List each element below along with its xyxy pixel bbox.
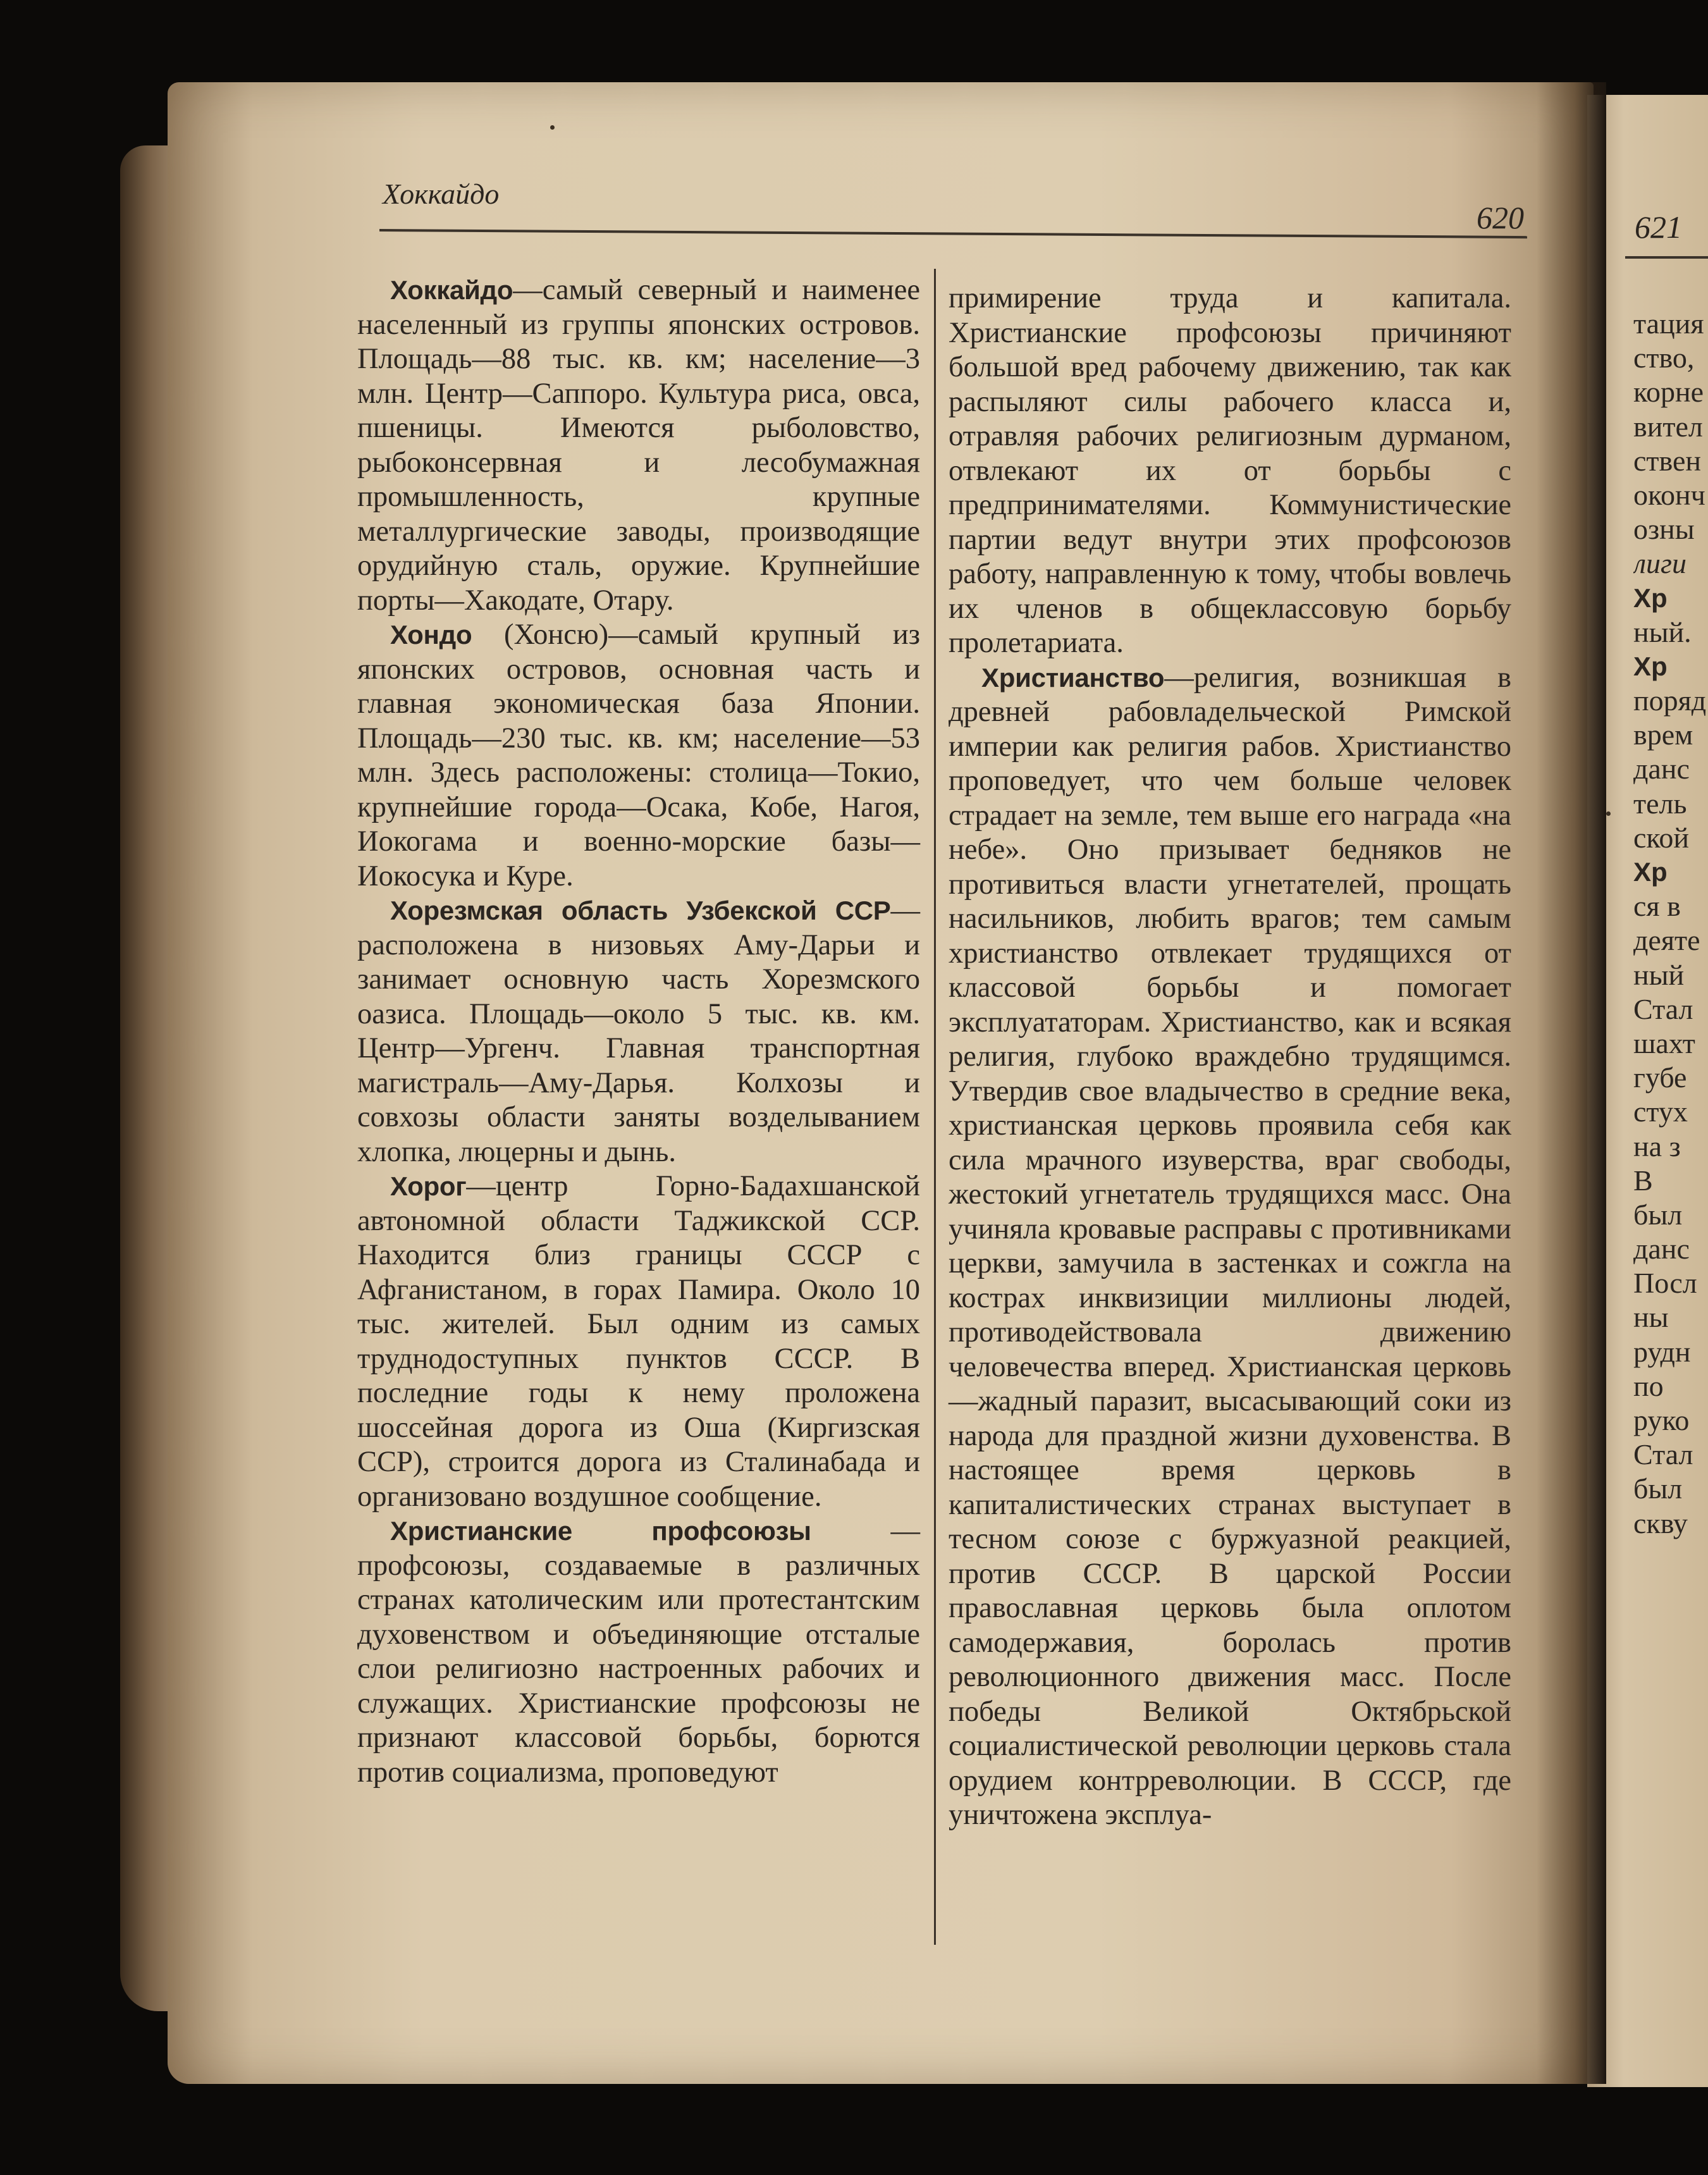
facing-page-line: по bbox=[1633, 1369, 1664, 1402]
dictionary-entry bbox=[357, 894, 920, 1169]
facing-page-line: данс bbox=[1633, 753, 1690, 786]
dictionary-entry bbox=[357, 618, 920, 894]
facing-page-line: ся в bbox=[1633, 890, 1681, 923]
facing-page-line: оконч bbox=[1633, 478, 1705, 511]
facing-page-line: скву bbox=[1633, 1506, 1688, 1539]
dictionary-entry bbox=[949, 661, 1511, 1833]
facing-page-line: рудн bbox=[1633, 1335, 1691, 1368]
facing-page-line: ный. bbox=[1633, 615, 1692, 648]
facing-page-line: ный bbox=[1633, 958, 1685, 991]
facing-page-text bbox=[1633, 307, 1708, 1541]
entry-term: Христианские профсоюзы bbox=[390, 1516, 811, 1546]
entry-text: — профсоюзы, создаваемые в различных странах католическим или протестантским духовенством и объединяющие отсталые слои религиозно настроенных рабочих и служащих. Христианские профсоюзы не признают классовой борьбы, борются против социализма, проповедуют bbox=[357, 1515, 920, 1789]
entry-term: Хондо bbox=[390, 620, 472, 650]
facing-page-line: поряд bbox=[1633, 684, 1707, 717]
facing-page-line: тель bbox=[1633, 787, 1687, 820]
facing-page-line: Посл bbox=[1633, 1267, 1697, 1300]
facing-page-line: стух bbox=[1633, 1095, 1688, 1128]
facing-page-line: был bbox=[1633, 1198, 1683, 1231]
facing-page-line: тация bbox=[1633, 307, 1704, 340]
facing-page-line: Хр bbox=[1633, 651, 1668, 681]
book-gutter bbox=[1537, 82, 1606, 2084]
facing-page-line: губе bbox=[1633, 1061, 1687, 1094]
dictionary-entry bbox=[357, 1169, 920, 1514]
running-title: Хоккайдо bbox=[383, 178, 500, 210]
facing-page-line: был bbox=[1633, 1472, 1683, 1505]
facing-page-line: ны bbox=[1633, 1301, 1669, 1334]
facing-page-line: ской bbox=[1633, 821, 1690, 854]
facing-page-line: ство, bbox=[1633, 342, 1695, 374]
facing-page-line: ствен bbox=[1633, 444, 1702, 477]
facing-page-line: данс bbox=[1633, 1233, 1690, 1266]
entry-text: —религия, возникшая в древней рабовладельческой Римской империи как религия рабов. Христианство проповедует, что чем больше человек страдает на земле, тем выше его награда «на небе». Оно призывает бедняков не противиться власти угнетателей, прощать насильников, любить врагов; тем самым христианство отвлекает трудящихся от классовой борьбы и помогает эксплуататорам. Христианство, как и всякая религия, глубоко враждебно трудящимся. Утвердив свое владычество в средние века, христианская церковь проявила себя как сила мрачного изуверства, враг свободы, жестокий угнетатель трудящихся масс. Она учиняла кровавые расправы с противниками церкви, замучила в застенках и сожгла на кострах инквизиции миллионы людей, противодействовала движению человечества вперед. Христианская церковь—жадный паразит, высасывающий соки из народа для праздной жизни духовенства. В настоящее время церковь в капиталистических странах выступает в тесном союзе с буржуазной реакцией, против СССР. В царской России православная церковь была оплотом самодержавия, боролась против революционного движения масс. После победы Великой Октябрьской социалистической революции церковь стала орудием контрреволюции. В СССР, где уничтожена эксплуа- bbox=[949, 661, 1511, 1831]
facing-page-line: Стал bbox=[1633, 992, 1693, 1025]
entry-term: Хорог bbox=[390, 1171, 467, 1201]
column-divider bbox=[934, 269, 936, 1945]
entry-text: (Хонсю)—самый крупный из японских островов, основная часть и главная экономическая база Японии. Площадь—230 тыс. кв. км; население—53 млн. Здесь расположены: столица—Токио, крупнейшие города—Осака, Кобе, Нагоя, Иокогама и военно-морские базы—Иокосука и Куре. bbox=[357, 619, 920, 892]
left-column bbox=[357, 273, 920, 1790]
entry-text: —самый северный и наименее населенный из группы японских островов. Площадь—88 тыс. кв. км; население—3 млн. Центр—Саппоро. Культура риса, овса, пшеницы. Имеются рыболовство, рыбоконсервная и лесобумажная промышленность, крупные металлургические заводы, производящие орудийную сталь, оружие. Крупнейшие порты—Хакодате, Отару. bbox=[357, 274, 920, 617]
facing-page-line: на з bbox=[1633, 1130, 1681, 1162]
paper-speck bbox=[1606, 811, 1611, 816]
facing-page-number: 621 bbox=[1635, 209, 1682, 245]
dictionary-entry bbox=[357, 1514, 920, 1790]
entry-text: —расположена в низовьях Аму-Дарьи и занимает основную часть Хорезмского оазиса. Площадь—около 5 тыс. кв. км. Центр—Ургенч. Главная транспортная магистраль—Аму-Дарья. Колхозы и совхозы области заняты возделыванием хлопка, люцерны и дынь. bbox=[357, 894, 920, 1168]
facing-page-line: шахт bbox=[1633, 1026, 1695, 1059]
facing-page-line: Хр bbox=[1633, 582, 1668, 613]
entry-term: Христианство bbox=[981, 662, 1165, 693]
facing-page-line: лиги bbox=[1633, 547, 1687, 580]
facing-page-line: В bbox=[1633, 1164, 1653, 1197]
facing-page-line: Хр bbox=[1633, 857, 1668, 887]
entry-term: Хорезмская область Узбекской ССР bbox=[390, 896, 891, 925]
facing-page-line: врем bbox=[1633, 718, 1693, 751]
page-number: 620 bbox=[1477, 200, 1524, 235]
facing-page-line: озны bbox=[1633, 513, 1695, 546]
facing-page-line: вител bbox=[1633, 410, 1703, 443]
dictionary-entry bbox=[357, 273, 920, 618]
right-column bbox=[949, 281, 1511, 1833]
paper-speck bbox=[550, 125, 555, 130]
facing-page-line: деяте bbox=[1633, 924, 1700, 957]
facing-page-line: руко bbox=[1633, 1404, 1690, 1436]
entry-term: Хоккайдо bbox=[390, 275, 513, 305]
facing-page-line: корне bbox=[1633, 376, 1704, 409]
facing-page-line: Стал bbox=[1633, 1438, 1693, 1471]
entry-text: —центр Горно-Бадахшанской автономной области Таджикской ССР. Находится близ границы СССР с Афганистаном, в горах Памира. Около 10 тыс. жителей. Был одним из самых труднодоступных пунктов СССР. В последние годы к нему проложена шоссейная дорога из Оша (Киргизская ССР), строится дорога из Сталинабада и организовано воздушное сообщение. bbox=[357, 1170, 920, 1513]
entry-continuation: примирение труда и капитала. Христианские профсоюзы причиняют большой вред рабочему движению, так как распыляют силы рабочего класса и, отравляя рабочих религиозным дурманом, отвлекают их от борьбы с предпринимателями. Коммунистические партии ведут внутри этих профсоюзов работу, направленную к тому, чтобы вовлечь их членов в общеклассовую борьбу пролетариата. bbox=[949, 282, 1511, 659]
facing-header-rule bbox=[1625, 256, 1708, 259]
